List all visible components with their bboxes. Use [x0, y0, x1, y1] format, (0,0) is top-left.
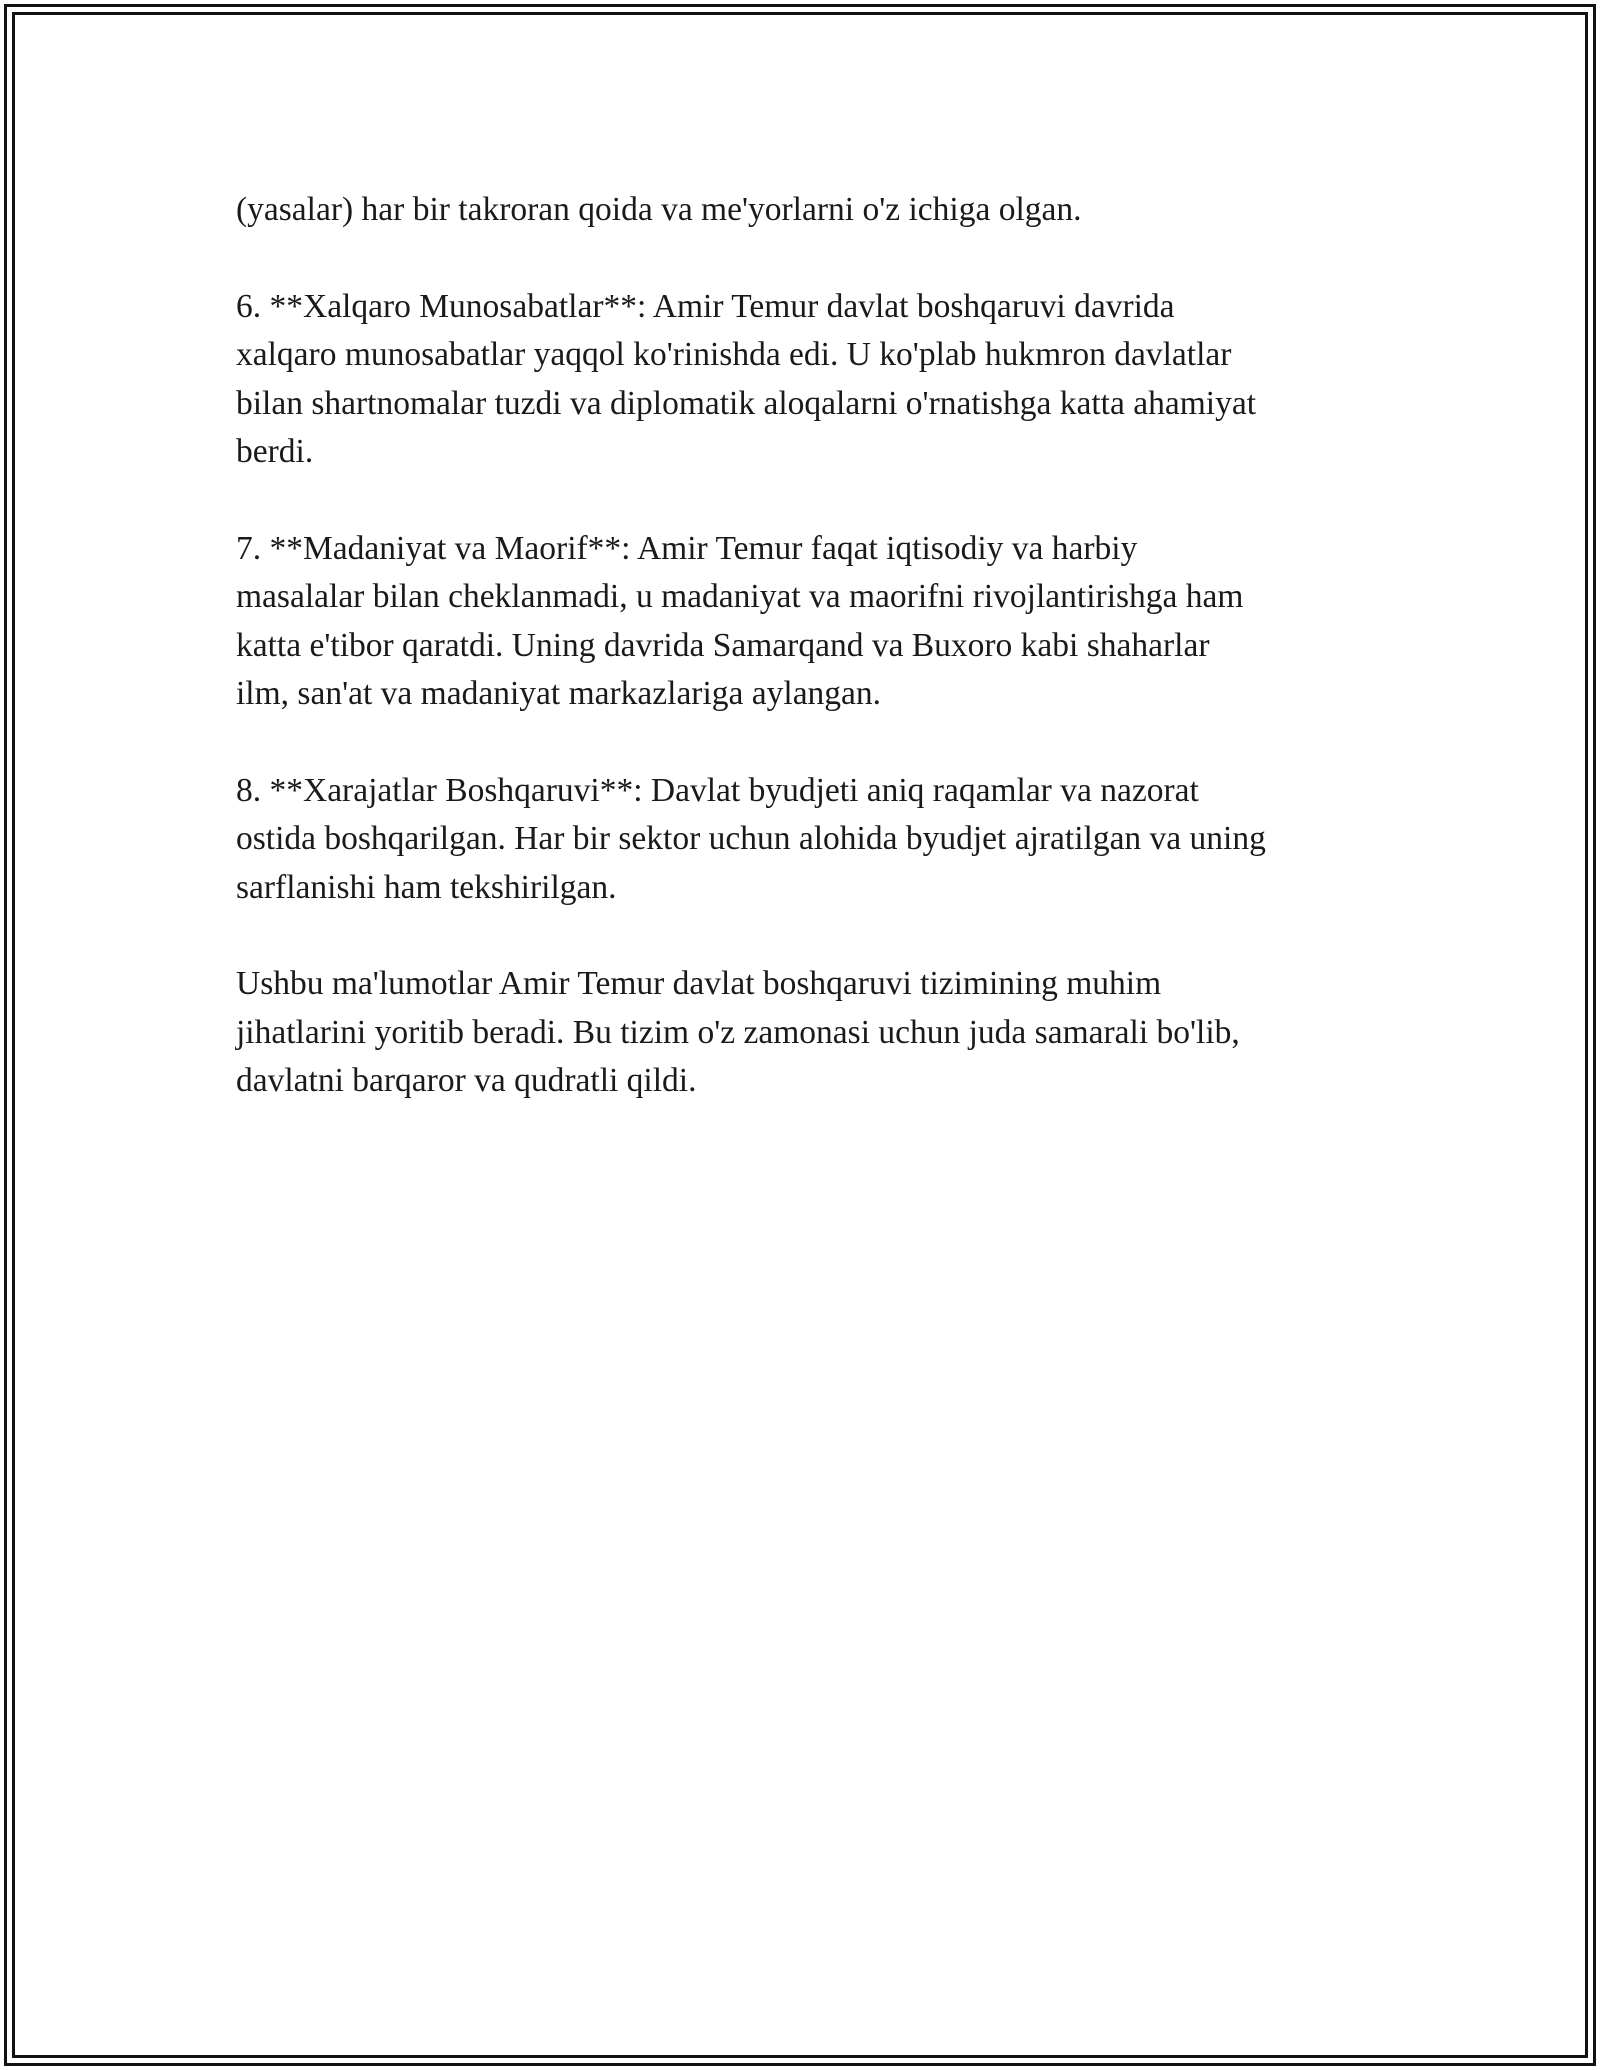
- text-line: ostida boshqarilgan. Har bir sektor uchun alohida byudjet ajratilgan va uning: [236, 820, 1266, 858]
- paragraph-conclusion: [236, 960, 1396, 1105]
- text-line: 6. **Xalqaro Munosabatlar**: Amir Temur davlat boshqaruvi davrida: [236, 287, 1175, 325]
- paragraph-xalqaro-munosabatlar: [236, 283, 1396, 477]
- text-line: sarflanishi ham tekshirilgan.: [236, 868, 617, 906]
- text-line: 8. **Xarajatlar Boshqaruvi**: Davlat byudjeti aniq raqamlar va nazorat: [236, 771, 1199, 809]
- text-line: xalqaro munosabatlar yaqqol ko'rinishda edi. U ko'plab hukmron davlatlar: [236, 336, 1232, 374]
- text-line: bilan shartnomalar tuzdi va diplomatik aloqalarni o'rnatishga katta ahamiyat: [236, 384, 1257, 422]
- paragraph-continuation: [236, 186, 1396, 234]
- text-line: jihatlarini yoritib beradi. Bu tizim o'z zamonasi uchun juda samarali bo'lib,: [236, 1013, 1240, 1051]
- text-line: ilm, san'at va madaniyat markazlariga aylangan.: [236, 675, 882, 713]
- text-line: 7. **Madaniyat va Maorif**: Amir Temur faqat iqtisodiy va harbiy: [236, 529, 1138, 567]
- paragraph-xarajatlar-boshqaruvi: [236, 767, 1396, 912]
- text-line: katta e'tibor qaratdi. Uning davrida Samarqand va Buxoro kabi shaharlar: [236, 626, 1210, 664]
- text-line: (yasalar) har bir takroran qoida va me'yorlarni o'z ichiga olgan.: [236, 191, 1082, 228]
- document-body: [236, 186, 1396, 1154]
- text-line: masalalar bilan cheklanmadi, u madaniyat va maorifni rivojlantirishga ham: [236, 578, 1244, 616]
- text-line: Ushbu ma'lumotlar Amir Temur davlat boshqaruvi tizimining muhim: [236, 965, 1162, 1003]
- text-line: davlatni barqaror va qudratli qildi.: [236, 1062, 697, 1100]
- text-line: berdi.: [236, 433, 314, 471]
- paragraph-madaniyat-va-maorif: [236, 525, 1396, 719]
